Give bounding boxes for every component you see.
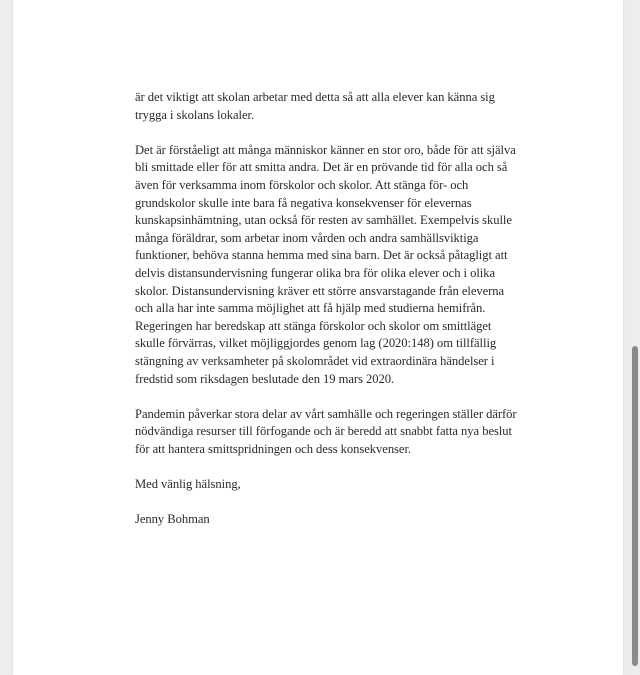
document-page <box>13 0 623 675</box>
document-body <box>135 89 525 546</box>
text-line: funktioner, behöva stanna hemma med sina barn. Det är också påtagligt att <box>135 248 508 263</box>
text-line: Pandemin påverkar stora delar av vårt samhälle och regeringen ställer därför <box>135 406 517 421</box>
paragraph-safety <box>135 89 525 124</box>
text-line: Regeringen har beredskap att stänga förskolor och skolor om smittläget <box>135 318 492 333</box>
text-line: fredstid som riksdagen beslutade den 19 mars 2020. <box>135 371 395 386</box>
text-line: många föräldrar, som arbetar inom vården och andra samhällsviktiga <box>135 230 479 245</box>
text-line: skulle förvärras, vilket möjliggjordes genom lag (2020:148) om tillfällig <box>135 336 497 351</box>
text-line: kunskapsinhämtning, utan också för resten av samhället. Exempelvis skulle <box>135 213 512 228</box>
text-line: stängning av verksamheter på skolområdet vid extraordinära händelser i <box>135 353 495 368</box>
text-line: Det är förståeligt att många människor känner en stor oro, både för att själva <box>135 142 516 157</box>
text-line: även för verksamma inom förskolor och skolor. Att stänga för- och <box>135 177 469 192</box>
closing-greeting <box>135 476 525 494</box>
text-line: delvis distansundervisning fungerar olika bra för olika elever och i olika <box>135 265 496 280</box>
text-line: Jenny Bohman <box>135 512 210 527</box>
text-line: grundskolor skulle inte bara få negativa konsekvenser för elevernas <box>135 195 472 210</box>
signature-name <box>135 511 525 529</box>
text-line: och alla har inte samma möjlighet att få hjälp med studierna hemifrån. <box>135 301 486 316</box>
vertical-scrollbar[interactable] <box>631 0 640 675</box>
scrollbar-thumb[interactable] <box>632 346 638 666</box>
text-line: för att hantera smittspridningen och dess konsekvenser. <box>135 441 411 456</box>
text-line: är det viktigt att skolan arbetar med detta så att alla elever kan känna sig <box>135 90 495 104</box>
text-line: Med vänlig hälsning, <box>135 477 241 492</box>
text-line: trygga i skolans lokaler. <box>135 107 255 122</box>
paragraph-concern <box>135 142 525 388</box>
text-line: bli smittade eller för att smitta andra. Det är en prövande tid för alla och så <box>135 160 508 175</box>
text-line: nödvändiga resurser till förfogande och är beredd att snabbt fatta nya beslut <box>135 424 512 439</box>
paragraph-pandemic <box>135 406 525 459</box>
text-line: skolor. Distansundervisning kräver ett större ansvarstagande från eleverna <box>135 283 505 298</box>
